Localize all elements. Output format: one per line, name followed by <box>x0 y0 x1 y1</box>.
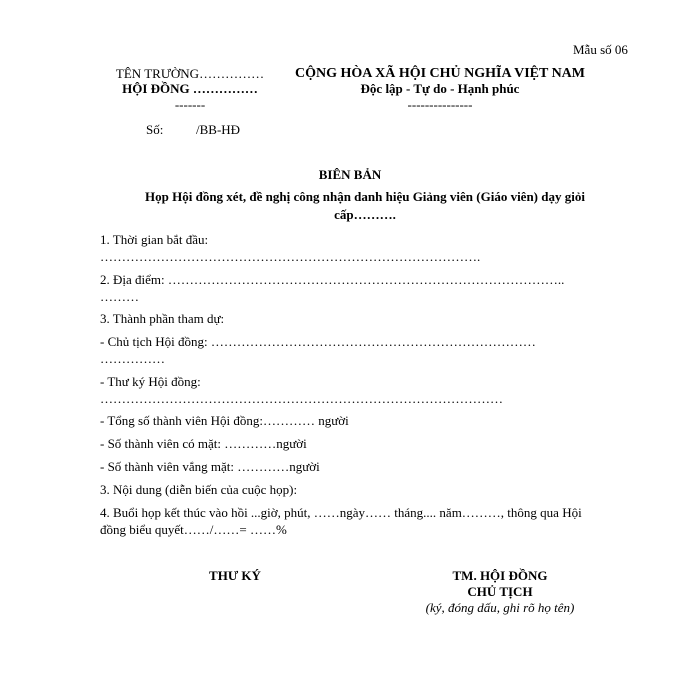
secretary-dots: ………………………………………………………………………………… <box>100 391 503 406</box>
chair-line1: - Chủ tịch Hội đồng: ………………………………………………………………… <box>100 334 536 349</box>
motto: Độc lập - Tự do - Hạnh phúc <box>360 81 520 96</box>
council-rep-title: TM. HỘI ĐỒNG <box>452 568 548 583</box>
place-line2: ……… <box>100 289 139 304</box>
total-members: - Tổng số thành viên Hội đồng:………… người <box>100 413 349 428</box>
start-time-label: 1. Thời gian bắt đầu: <box>100 232 209 247</box>
doc-number-suffix: /BB-HĐ <box>196 122 241 137</box>
doc-number-label: Số: <box>146 122 164 137</box>
document-title: BIÊN BẢN <box>318 167 382 182</box>
start-time-dots: ……………………………………………………………………………. <box>100 249 481 264</box>
chair-line2: …………… <box>100 351 165 366</box>
present-members: - Số thành viên có mặt: …………người <box>100 436 307 451</box>
document-subtitle-line1: Họp Hội đồng xét, đề nghị công nhận danh hiệu Giảng viên (Giáo viên) dạy giỏi <box>145 189 585 204</box>
place-line1: 2. Địa điểm: ……………………………………………………………………………….. <box>100 272 565 287</box>
left-divider: ------- <box>174 97 206 112</box>
meeting-end-line2: đồng biểu quyết……/……= ……% <box>100 522 287 537</box>
secretary-label: - Thư ký Hội đồng: <box>100 374 201 389</box>
content-heading: 3. Nội dung (diễn biến của cuộc họp): <box>100 482 298 497</box>
secretary-signature-title: THƯ KÝ <box>209 568 261 583</box>
form-number: Mẫu số 06 <box>573 42 628 57</box>
chairman-title: CHỦ TỊCH <box>467 584 533 599</box>
document-subtitle-line2: cấp………. <box>334 207 396 222</box>
right-divider: --------------- <box>407 97 473 112</box>
country-name: CỘNG HÒA XÃ HỘI CHỦ NGHĨA VIỆT NAM <box>294 66 585 81</box>
signature-note: (ký, đóng dấu, ghi rõ họ tên) <box>425 600 575 615</box>
school-name: TÊN TRƯỜNG…………… <box>115 66 265 81</box>
council-name: HỘI ĐỒNG …………… <box>122 81 258 96</box>
participants-heading: 3. Thành phần tham dự: <box>100 311 225 326</box>
absent-members: - Số thành viên vắng mặt: …………người <box>100 459 320 474</box>
meeting-end-line1: 4. Buổi họp kết thúc vào hồi ...giờ, phút, ……ngày…… tháng.... năm………, thông qua Hội <box>100 505 582 520</box>
